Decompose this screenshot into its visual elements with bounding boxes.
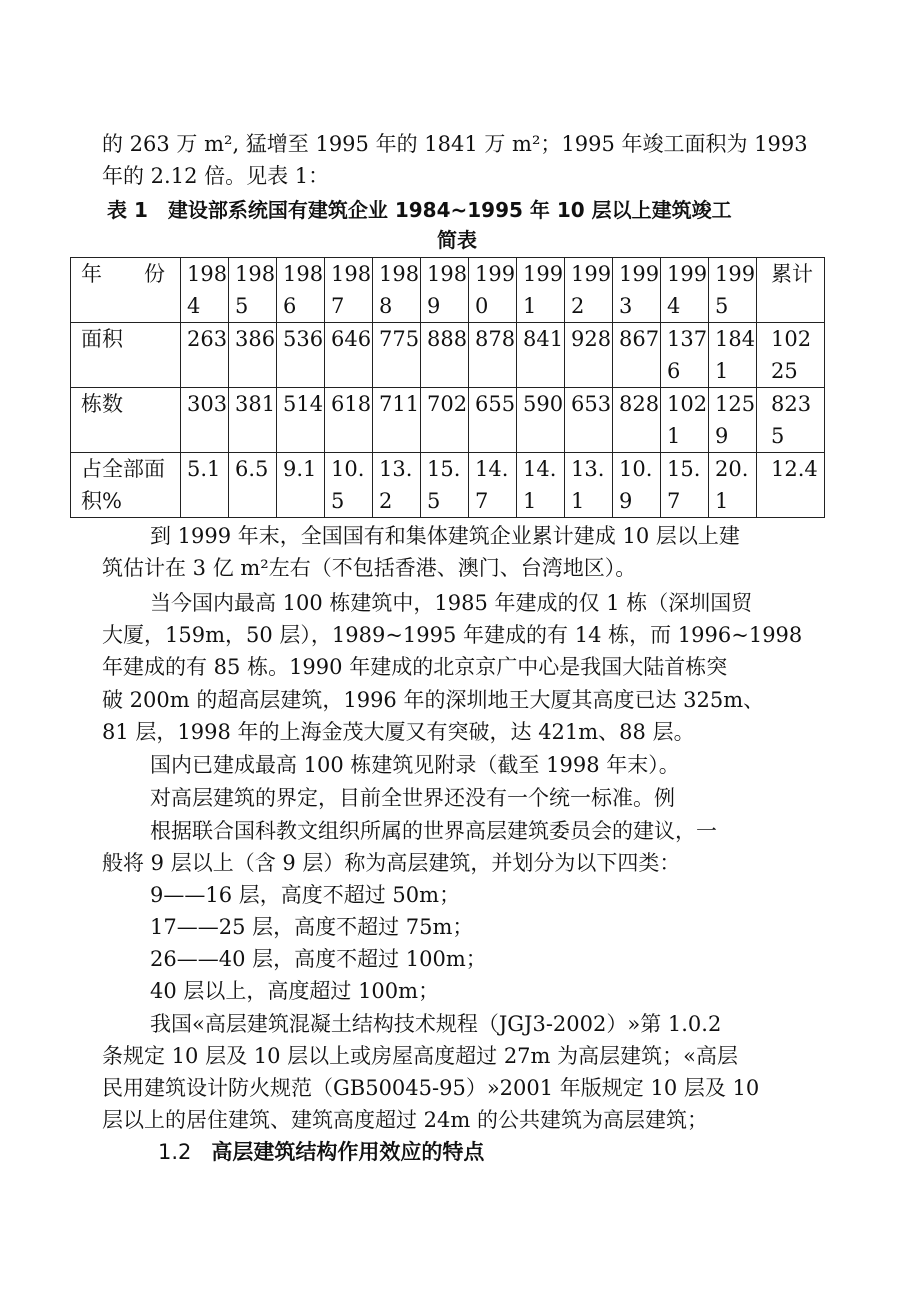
table-cell: 263 — [181, 323, 229, 388]
paragraph-line: 根据联合国科教文组织所属的世界高层建筑委员会的建议，一 — [150, 819, 717, 843]
header-cell: 1995 — [709, 258, 757, 323]
table-cell: 20.1 — [709, 453, 757, 518]
category-item: 26——40 层，高度不超过 100m； — [150, 947, 487, 971]
section-number: 1.2 — [158, 1140, 192, 1164]
table-cell-total: 8235 — [757, 388, 825, 453]
table-caption: 表 1 建设部系统国有建筑企业 1984~1995 年 10 层以上建筑竣工 — [107, 198, 732, 222]
table-cell: 775 — [373, 323, 421, 388]
table-cell: 618 — [325, 388, 373, 453]
table-cell: 381 — [229, 388, 277, 453]
table-cell: 514 — [277, 388, 325, 453]
intro-line-1: 的 263 万 m², 猛增至 1995 年的 1841 万 m²；1995 年竣工面积为 1993 — [102, 132, 808, 156]
table-cell: 867 — [613, 323, 661, 388]
header-cell: 1987 — [325, 258, 373, 323]
table-cell: 5.1 — [181, 453, 229, 518]
intro-line-2: 年的 2.12 倍。见表 1： — [102, 164, 330, 188]
paragraph-line: 到 1999 年末，全国国有和集体建筑企业累计建成 10 层以上建 — [150, 524, 740, 548]
table-cell: 1021 — [661, 388, 709, 453]
table-cell: 6.5 — [229, 453, 277, 518]
paragraph-line: 年建成的有 85 栋。1990 年建成的北京京广中心是我国大陆首栋突 — [102, 655, 728, 679]
header-cell: 1988 — [373, 258, 421, 323]
table-row-area — [71, 323, 825, 388]
table-cell: 841 — [517, 323, 565, 388]
paragraph-line: 81 层，1998 年的上海金茂大厦又有突破，达 421m、88 层。 — [102, 720, 695, 744]
category-item: 40 层以上，高度超过 100m； — [150, 979, 440, 1003]
table-row-count — [71, 388, 825, 453]
category-item: 9——16 层，高度不超过 50m； — [150, 883, 461, 907]
paragraph-line: 大厦，159m，50 层），1989~1995 年建成的有 14 栋，而 1996~1998 — [102, 623, 803, 647]
table-cell: 14.1 — [517, 453, 565, 518]
table-cell: 14.7 — [469, 453, 517, 518]
category-item: 17——25 层，高度不超过 75m； — [150, 915, 474, 939]
header-cell: 1994 — [661, 258, 709, 323]
header-cell: 1986 — [277, 258, 325, 323]
header-cell: 1991 — [517, 258, 565, 323]
table-cell: 1376 — [661, 323, 709, 388]
table-cell: 536 — [277, 323, 325, 388]
table-cell: 702 — [421, 388, 469, 453]
table-cell: 655 — [469, 388, 517, 453]
table-cell: 13.1 — [565, 453, 613, 518]
header-cell: 1985 — [229, 258, 277, 323]
table-cell: 888 — [421, 323, 469, 388]
table-cell: 646 — [325, 323, 373, 388]
header-cell: 1984 — [181, 258, 229, 323]
table-cell: 711 — [373, 388, 421, 453]
paragraph-line: 民用建筑设计防火规范（GB50045-95）»2001 年版规定 10 层及 10 — [102, 1076, 760, 1100]
paragraph-line: 筑估计在 3 亿 m²左右（不包括香港、澳门、台湾地区）。 — [102, 556, 637, 580]
table-cell-total: 10225 — [757, 323, 825, 388]
table-cell: 15.7 — [661, 453, 709, 518]
table-row-share — [71, 453, 825, 518]
table-caption-continued: 简表 — [437, 228, 477, 252]
table-cell: 828 — [613, 388, 661, 453]
paragraph-line: 层以上的居住建筑、建筑高度超过 24m 的公共建筑为高层建筑； — [102, 1108, 708, 1132]
table-cell: 15.5 — [421, 453, 469, 518]
table-cell: 878 — [469, 323, 517, 388]
header-cell: 1990 — [469, 258, 517, 323]
paragraph-line: 当今国内最高 100 栋建筑中，1985 年建成的仅 1 栋（深圳国贸 — [150, 591, 753, 615]
header-cell: 1992 — [565, 258, 613, 323]
table-cell: 590 — [517, 388, 565, 453]
table-cell: 303 — [181, 388, 229, 453]
table-cell: 386 — [229, 323, 277, 388]
building-completion-table — [70, 257, 825, 518]
table-cell: 653 — [565, 388, 613, 453]
table-header-row — [71, 258, 825, 323]
paragraph-line: 我国«高层建筑混凝土结构技术规程（JGJ3-2002）»第 1.0.2 — [150, 1012, 722, 1036]
table-cell: 10.9 — [613, 453, 661, 518]
header-cell-total: 累计 — [757, 258, 825, 323]
paragraph-line: 破 200m 的超高层建筑，1996 年的深圳地王大厦其高度已达 325m、 — [102, 688, 765, 712]
row-label: 面积 — [71, 323, 181, 388]
row-label: 占全部面积% — [71, 453, 181, 518]
section-heading — [158, 1136, 484, 1168]
table-cell: 1259 — [709, 388, 757, 453]
table-cell: 13.2 — [373, 453, 421, 518]
paragraph-line: 对高层建筑的界定，目前全世界还没有一个统一标准。例 — [150, 786, 675, 810]
header-cell: 1989 — [421, 258, 469, 323]
header-cell: 1993 — [613, 258, 661, 323]
paragraph-line: 般将 9 层以上（含 9 层）称为高层建筑，并划分为以下四类： — [102, 851, 681, 875]
header-cell-year: 年 份 — [71, 258, 181, 323]
table-cell: 928 — [565, 323, 613, 388]
table-cell: 1841 — [709, 323, 757, 388]
table-cell-total: 12.4 — [757, 453, 825, 518]
paragraph-line: 条规定 10 层及 10 层以上或房屋高度超过 27m 为高层建筑；«高层 — [102, 1044, 738, 1068]
paragraph-line: 国内已建成最高 100 栋建筑见附录（截至 1998 年末）。 — [150, 753, 680, 777]
table-cell: 9.1 — [277, 453, 325, 518]
row-label: 栋数 — [71, 388, 181, 453]
table-cell: 10.5 — [325, 453, 373, 518]
section-title: 高层建筑结构作用效应的特点 — [211, 1140, 485, 1164]
